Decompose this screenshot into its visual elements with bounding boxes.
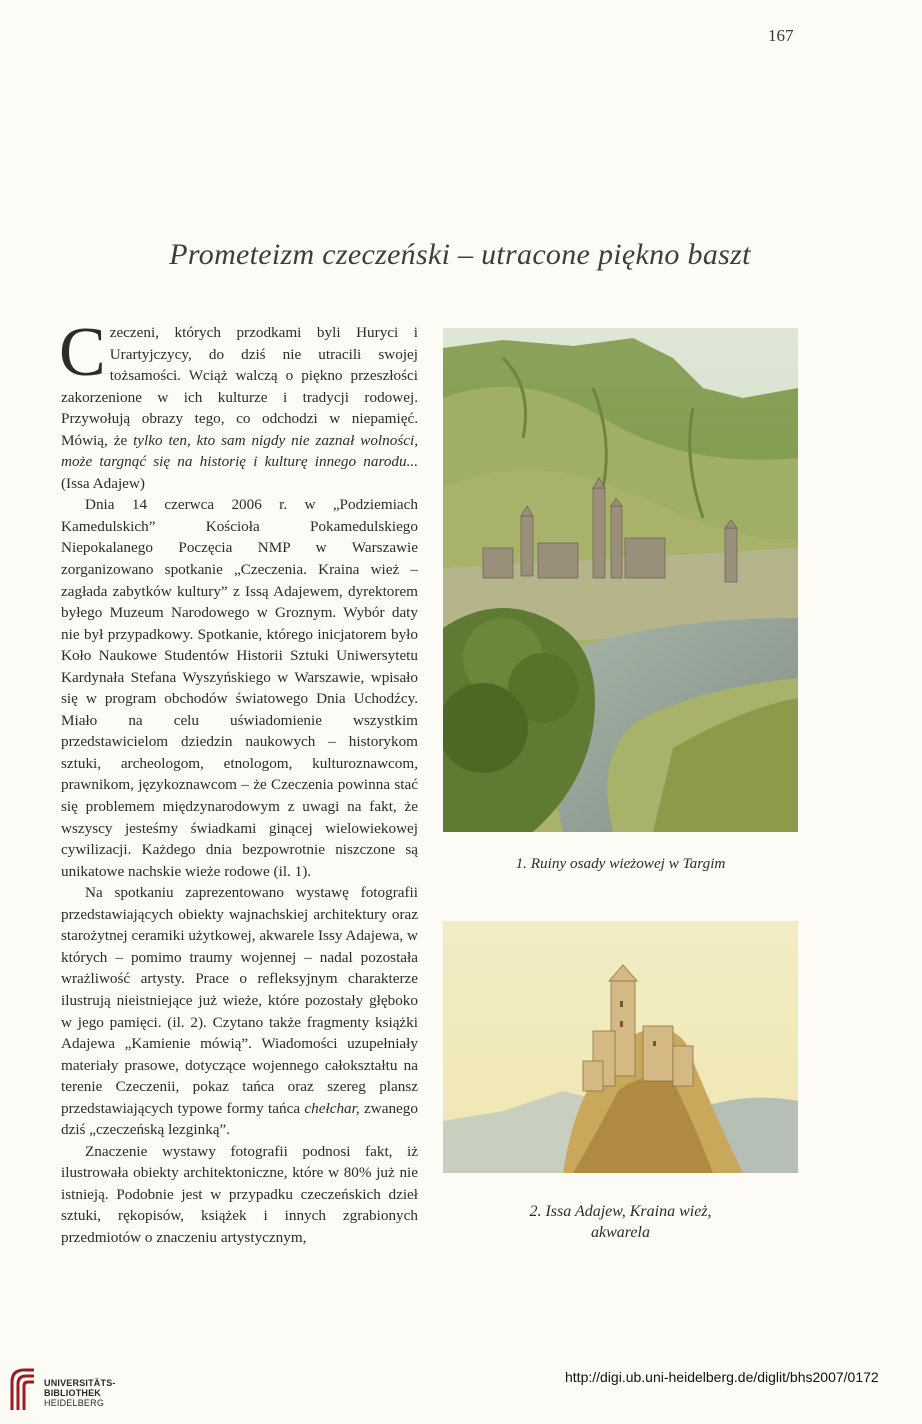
paragraph-4: Znaczenie wystawy fotografii podnosi fakt, iż ilustrowała obiekty architektoniczne, które w 80% już nie istnieją. Podobnie jest w przypadku czeczeńskich dzieł sztuki, rękopisów, książek i innych zgrabionych przedmiotów o znaczeniu artystycznym, [61, 1142, 418, 1246]
logo-line-2: BIBLIOTHEK [44, 1388, 101, 1398]
figure-1-caption: 1. Ruiny osady wieżowej w Targim [515, 855, 726, 872]
paragraph-3 [61, 882, 418, 1141]
paragraph-3-text: Na spotkaniu zaprezentowano wystawę fotografii przedstawiających obiekty wajnachskiej architektury oraz starożytnej ceramiki użytkowej, akwarele Issy Adajewa, w których – pomimo traumy wojennej – nadal pozostała wrażliwość artysty. Prace o refleksyjnym charakterze ilustrują nieistniejące już wieże, które pozostały głęboko w jego pamięci. (il. 2). Czytano także fragmenty książki Adajewa „Kamienie mówią”. Wiadomości uzupełniały materiały prasowe, dotyczące wojennego całokształtu na terenie Czeczenii, pokaz tańca oraz szereg plansz przedstawiających typowe formy tańca [61, 884, 418, 1117]
figure-2-caption [443, 1201, 798, 1243]
article-body [59, 314, 418, 1249]
figure-2-caption-line1: 2. Issa Adajew, Kraina wież, [529, 1203, 712, 1220]
quote-italic: tylko ten, kto sam nigdy nie zaznał wolności, może targnąć się na historię i kulturę innego narodu... [61, 431, 418, 471]
library-logo [8, 1364, 128, 1414]
paragraph-1 [59, 314, 418, 494]
library-logo-icon [8, 1366, 38, 1412]
figure-2-caption-line2: akwarela [591, 1224, 650, 1241]
article-title: Prometeizm czeczeński – utracone piękno baszt [169, 238, 751, 271]
source-url[interactable]: http://digi.ub.uni-heidelberg.de/diglit/bhs2007/0172 [565, 1369, 879, 1385]
figure-1-photo [443, 328, 798, 832]
logo-line-3: HEIDELBERG [44, 1398, 105, 1408]
watercolor-towers-painting [443, 921, 798, 1173]
mountain-towers-photo [443, 328, 798, 832]
paragraph-2: Dnia 14 czerwca 2006 r. w „Podziemiach Kamedulskich” Kościoła Pokamedulskiego Niepokalanego Poczęcia NMP w Warszawie zorganizowano spotkanie „Czeczenia. Kraina wież – zagłada zabytków kultury” z Issą Adajewem, dyrektorem byłego Muzeum Narodowego w Groznym. Wybór daty nie był przypadkowy. Spotkanie, którego inicjatorem było Koło Naukowe Studentów Historii Sztuki Uniwersytetu Kardynała Stefana Wyszyńskiego w Warszawie, wpisało się w program obchodów światowego Dnia Uchodźcy. Miało na celu uświadomienie wszystkim przedstawicielom dziedzin naukowych – historykom sztuki, archeologom, etnologom, kulturoznawcom, prawnikom, językoznawcom – że Czeczenia powinna stać się problemem międzynarodowym z uwagi na fakt, że wszyscy jesteśmy świadkami ginącej wielowiekowej cywilizacji. Każdego dnia bezpowrotnie niszczone są unikatowe nachskie wieże rodowe (il. 1). [61, 496, 418, 880]
drop-cap: C [59, 314, 106, 391]
page-number: 167 [768, 26, 794, 45]
logo-line-1: UNIVERSITÄTS- [44, 1378, 116, 1388]
figure-2-painting [443, 921, 798, 1173]
dance-term: chełchar, [304, 1099, 360, 1117]
quote-attribution: (Issa Adajew) [61, 474, 145, 492]
paragraph-1-text: zeczeni, których przodkami byli Huryci i Urartyjczycy, do dziś nie utracili swojej tożsamości. Wciąż walczą o piękno przeszłości zakorzenione w ich kulturze i tradycji rodowej. Przywołują obrazy tego, co odchodzi w niepamięć. Mówią, że [61, 324, 418, 449]
dance-tail: zwanego dziś „czeczeńską lezginką”. [61, 1099, 418, 1139]
